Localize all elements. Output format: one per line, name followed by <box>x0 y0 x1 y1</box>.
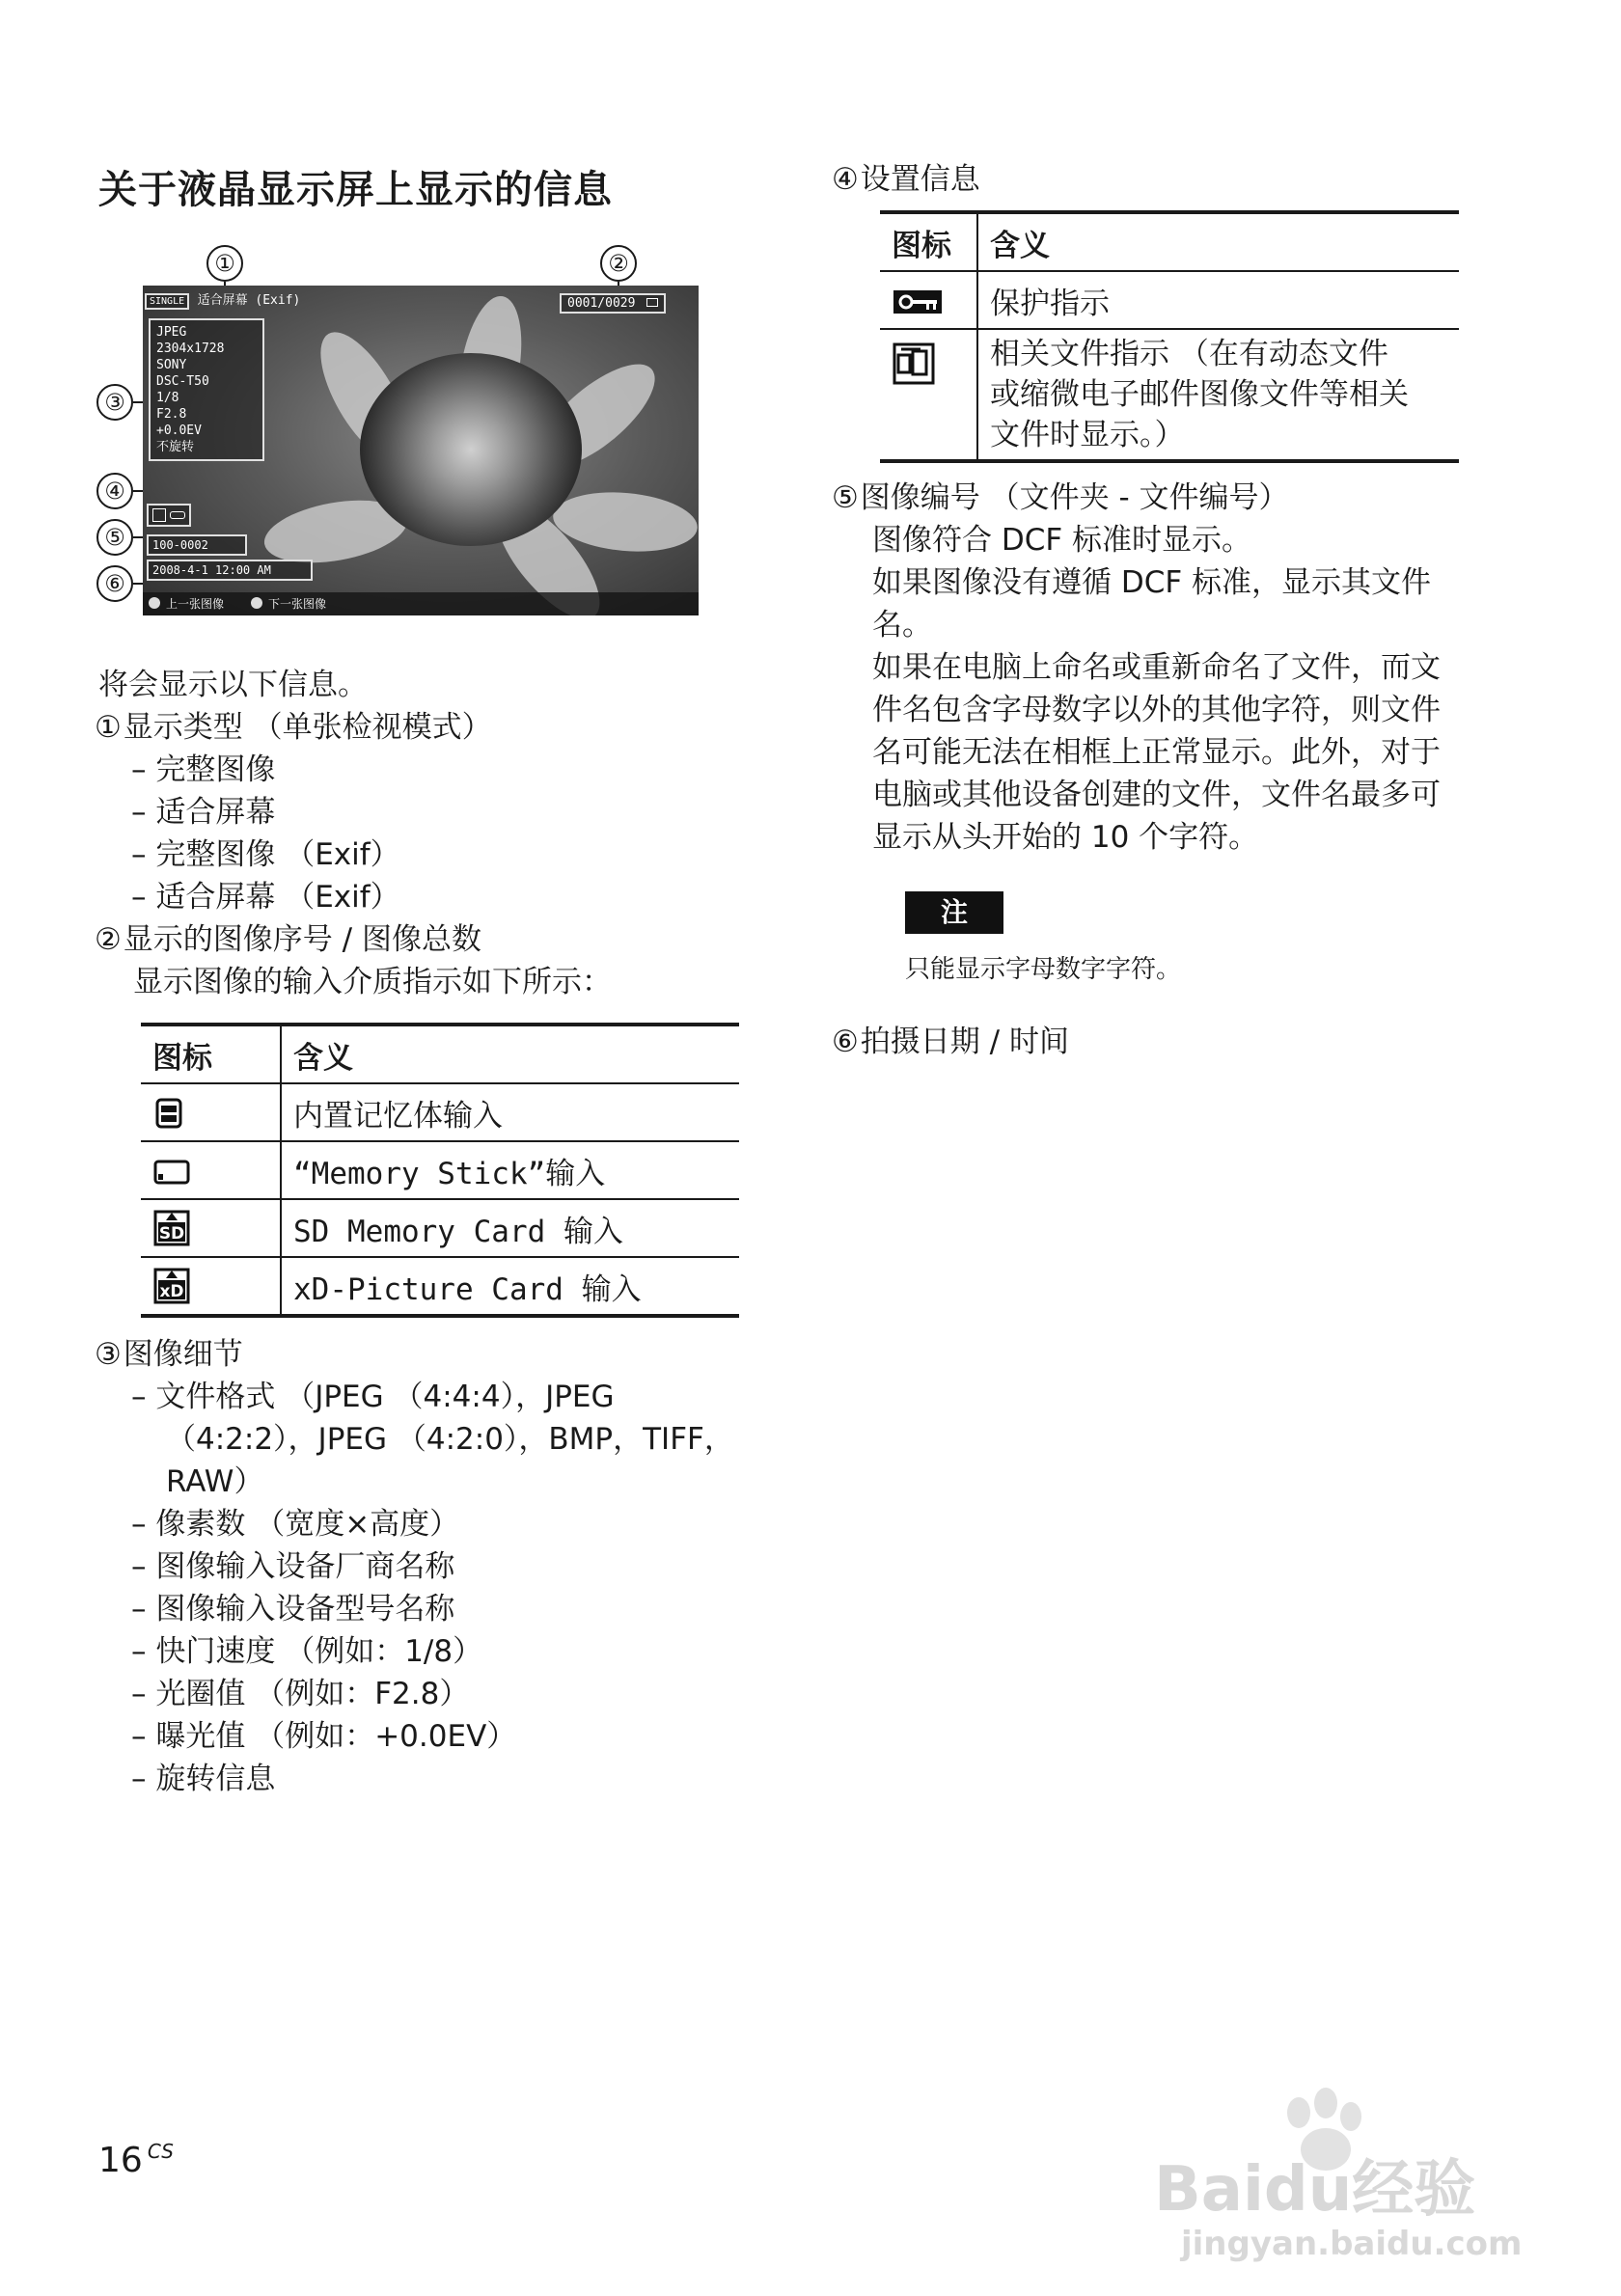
callout-5: ⑤ <box>96 519 133 556</box>
osd-settings <box>147 504 191 527</box>
prev-button-icon <box>149 597 160 609</box>
osd-prev-label: 上一张图像 <box>166 597 225 611</box>
list-item: – 旋转信息 <box>131 1762 276 1796</box>
list-item: – 曝光值 （例如：+0.0EV） <box>131 1719 517 1754</box>
list-item: – 图像输入设备厂商名称 <box>131 1549 455 1584</box>
table-cell-line: 文件时显示。） <box>990 418 1185 452</box>
item6-number: ⑥ <box>832 1025 859 1059</box>
table-header-meaning: 含义 <box>977 212 1459 271</box>
page-number-suffix: CS <box>147 2140 174 2163</box>
item5-body <box>872 519 1441 859</box>
sunflower-disk <box>360 353 582 546</box>
osd-detail-model: DSC-T50 <box>156 374 209 389</box>
table-row <box>141 1141 739 1199</box>
table-row <box>880 329 1459 461</box>
linked-file-icon <box>152 508 166 522</box>
memory-stick-icon <box>152 1155 191 1188</box>
list-item: – 文件格式 （JPEG （4:4:4），JPEG <box>131 1380 615 1414</box>
paragraph-line: 电脑或其他设备创建的文件，文件名最多可 <box>872 778 1441 812</box>
table-row <box>141 1199 739 1257</box>
item3-heading <box>95 1333 243 1376</box>
key-icon <box>892 287 944 316</box>
list-item: – 适合屏幕 <box>131 795 276 830</box>
item5-heading <box>832 477 1289 519</box>
item1-label: 显示类型 （单张检视模式） <box>123 710 492 745</box>
table-cell-line: 相关文件指示 （在有动态文件 <box>990 337 1388 371</box>
watermark-url: jingyan.baidu.com <box>1181 2225 1523 2263</box>
table-header-icon: 图标 <box>141 1025 281 1083</box>
osd-counter-text: 0001/0029 <box>567 296 636 311</box>
table-row <box>141 1083 739 1141</box>
osd-detail-format: JPEG <box>156 325 187 340</box>
paragraph-line: 件名包含字母数字以外的其他字符，则文件 <box>872 693 1441 727</box>
osd-mode-badge: SINGLE <box>145 293 189 310</box>
item1-list <box>131 749 400 918</box>
item4-number: ④ <box>832 162 859 197</box>
table-header-meaning: 含义 <box>281 1025 739 1083</box>
xd-card-icon <box>152 1267 191 1305</box>
osd-counter <box>560 293 666 314</box>
item3-number: ③ <box>95 1337 122 1372</box>
item1-heading <box>95 706 492 749</box>
item5-number: ⑤ <box>832 480 859 515</box>
callout-3: ③ <box>96 384 133 421</box>
callout-6: ⑥ <box>96 565 133 602</box>
osd-detail-exposure: +0.0EV <box>156 424 202 438</box>
memory-stick-icon <box>646 298 658 307</box>
osd-detail-aperture: F2.8 <box>156 407 187 422</box>
osd-mode-text: 适合屏幕 (Exif) <box>197 293 301 308</box>
callout-4: ④ <box>96 473 133 509</box>
item4-label: 设置信息 <box>860 162 980 197</box>
paragraph-line: 如果图像没有遵循 DCF 标准，显示其文件 <box>872 565 1432 600</box>
note-badge: 注 <box>905 891 1003 934</box>
item2-heading <box>95 918 481 961</box>
item1-number: ① <box>95 710 122 745</box>
lcd-figure <box>96 241 714 627</box>
list-item: – 适合屏幕 （Exif） <box>131 880 400 915</box>
table-header-icon: 图标 <box>880 212 977 271</box>
item3-list <box>131 1376 734 1800</box>
item2-number: ② <box>95 922 122 957</box>
item2-label: 显示的图像序号 / 图像总数 <box>123 922 481 957</box>
item6-label: 拍摄日期 / 时间 <box>860 1025 1069 1059</box>
osd-mode <box>145 289 300 308</box>
paragraph-line: 图像符合 DCF 标准时显示。 <box>872 523 1252 558</box>
page-title: 关于液晶显示屏上显示的信息 <box>98 168 613 212</box>
osd-detail-maker: SONY <box>156 358 187 372</box>
list-item: – 完整图像 <box>131 752 276 787</box>
paragraph-line: 如果在电脑上命名或重新命名了文件，而文 <box>872 650 1441 685</box>
callout-2: ② <box>600 245 637 282</box>
osd-next-label: 下一张图像 <box>268 597 327 611</box>
paragraph-line: 名。 <box>872 608 932 642</box>
table-cell: xD-Picture Card 输入 <box>281 1257 739 1316</box>
item4-heading <box>832 158 980 201</box>
svg-text:SD: SD <box>158 1224 185 1244</box>
list-item: – 快门速度 （例如：1/8） <box>131 1634 483 1669</box>
table-cell: SD Memory Card 输入 <box>281 1199 739 1257</box>
table-cell: 内置记忆体输入 <box>281 1083 739 1141</box>
osd-detail-rotation: 不旋转 <box>156 440 195 454</box>
watermark <box>1154 2084 1607 2267</box>
page-number <box>98 2140 174 2180</box>
osd-datetime: 2008-4-1 12:00 AM <box>147 560 313 581</box>
osd-detail-shutter: 1/8 <box>156 391 179 405</box>
list-item: – 光圈值 （例如：F2.8） <box>131 1677 470 1711</box>
osd-detail-pixels: 2304x1728 <box>156 342 225 356</box>
next-button-icon <box>251 597 262 609</box>
list-item: RAW） <box>166 1464 264 1499</box>
sd-card-icon <box>152 1209 191 1247</box>
svg-text:xD: xD <box>159 1282 184 1301</box>
table-row <box>141 1257 739 1316</box>
linked-file-icon <box>892 342 936 386</box>
list-item: – 图像输入设备型号名称 <box>131 1592 455 1626</box>
list-item: （4:2:2），JPEG （4:2:0），BMP，TIFF， <box>166 1422 734 1457</box>
table-row <box>880 271 1459 329</box>
table-cell-line: 或缩微电子邮件图像文件等相关 <box>990 377 1409 412</box>
watermark-brand: Baidu经验 <box>1154 2154 1476 2226</box>
note-text: 只能显示字母数字字符。 <box>905 955 1182 984</box>
paragraph-line: 显示从头开始的 10 个字符。 <box>872 820 1259 855</box>
lcd-screen <box>143 286 699 615</box>
intro-text: 将会显示以下信息。 <box>98 668 368 702</box>
osd-details <box>149 318 264 461</box>
list-item: – 像素数 （宽度×高度） <box>131 1507 460 1542</box>
osd-nav-bar <box>143 592 699 615</box>
page-number-value: 16 <box>98 2141 143 2180</box>
table-cell: 保护指示 <box>977 271 1459 329</box>
callout-1: ① <box>206 245 243 282</box>
item6-heading <box>832 1021 1069 1063</box>
list-item: – 完整图像 （Exif） <box>131 837 400 872</box>
item3-label: 图像细节 <box>123 1337 243 1372</box>
item5-label: 图像编号 （文件夹 - 文件编号） <box>860 480 1289 515</box>
media-table <box>141 1023 739 1318</box>
osd-image-number: 100-0002 <box>147 534 247 556</box>
item2-sub: 显示图像的输入介质指示如下所示： <box>133 965 612 999</box>
internal-memory-icon <box>152 1097 185 1130</box>
paragraph-line: 名可能无法在相框上正常显示。此外，对于 <box>872 735 1441 770</box>
table-cell: “Memory Stick”输入 <box>281 1141 739 1199</box>
settings-table <box>880 210 1459 463</box>
key-icon <box>170 511 185 519</box>
